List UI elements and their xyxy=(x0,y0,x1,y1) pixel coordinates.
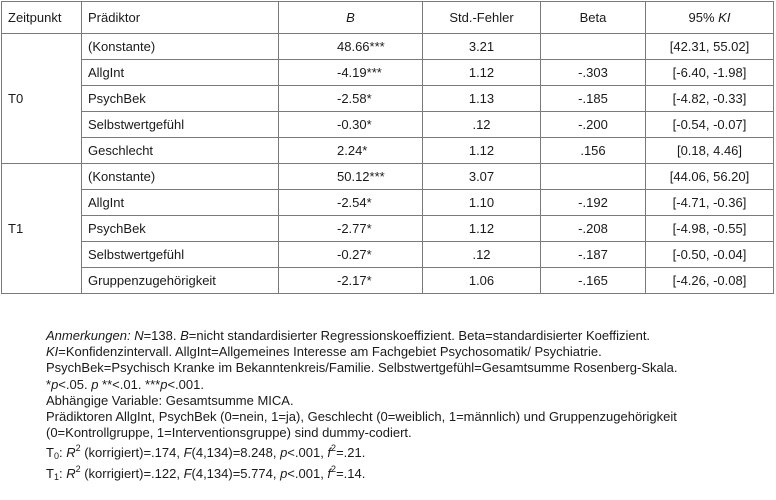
b-cell: -2.77* xyxy=(279,216,423,242)
stat-r-superscript: 2 xyxy=(75,463,81,474)
note-ki-text: =Konfidenzintervall. AllgInt=Allgemeines Interesse am Fachgebiet Psychosomatik/ Psychiatrie. xyxy=(58,344,602,360)
note-sig-t1: <.05. xyxy=(58,376,92,392)
b-cell: -0.30* xyxy=(279,112,423,138)
note-sig-t2: **<.01. *** xyxy=(98,376,161,392)
beta-cell: -.192 xyxy=(541,190,646,216)
stat-r-label: R xyxy=(66,465,76,481)
note-significance-line xyxy=(46,377,774,393)
ki-cell: [-4.26, -0.08] xyxy=(646,268,774,294)
praediktor-cell: (Konstante) xyxy=(82,164,279,190)
stat-p-label: p xyxy=(280,465,288,481)
regression-table xyxy=(1,1,774,294)
std-fehler-cell: 1.12 xyxy=(423,216,541,242)
std-fehler-cell: 1.06 xyxy=(423,268,541,294)
stat-f2-text: =.14. xyxy=(336,465,366,481)
std-fehler-cell: 1.12 xyxy=(423,138,541,164)
stat-p-text: <.001, xyxy=(287,445,328,461)
b-cell: 48.66*** xyxy=(279,34,423,60)
praediktor-cell: AllgInt xyxy=(82,190,279,216)
zeitpunkt-cell: T1 xyxy=(2,164,82,294)
note-anmerkungen-label: Anmerkungen: xyxy=(46,328,131,343)
note-line-3: PsychBek=Psychisch Kranke im Bekanntenkreis/Familie. Selbstwertgefühl=Gesamtsumme Rosenberg-Skala. xyxy=(46,360,678,376)
praediktor-cell: Gruppenzugehörigkeit xyxy=(82,268,279,294)
header-praediktor: Prädiktor xyxy=(82,2,279,34)
table-row xyxy=(2,190,774,216)
note-sig-p3: p xyxy=(160,376,168,392)
stat-f-text: (4,134)=5.774, xyxy=(191,465,281,481)
b-cell: -4.19*** xyxy=(279,60,423,86)
note-b-text: =nicht standardisierter Regressionskoeffizient. Beta=standardisierter Koeffizient. xyxy=(188,328,651,343)
table-row xyxy=(2,112,774,138)
std-fehler-cell: 3.21 xyxy=(423,34,541,60)
beta-cell: -.187 xyxy=(541,242,646,268)
table-row xyxy=(2,86,774,112)
std-fehler-cell: .12 xyxy=(423,242,541,268)
table-row xyxy=(2,34,774,60)
stat-f2-text: =.21. xyxy=(336,445,366,461)
b-cell: -2.58* xyxy=(279,86,423,112)
note-ki-label: KI xyxy=(46,344,59,360)
stat-f-label: F xyxy=(183,465,192,481)
std-fehler-cell: 1.12 xyxy=(423,60,541,86)
ki-cell: [-4.71, -0.36] xyxy=(646,190,774,216)
praediktor-cell: Geschlecht xyxy=(82,138,279,164)
header-b: B xyxy=(279,2,423,34)
note-line-2 xyxy=(46,344,774,360)
note-n-text: =138. xyxy=(143,328,181,343)
std-fehler-cell: 3.07 xyxy=(423,164,541,190)
note-dummy-coding: Prädiktoren AllgInt, PsychBek (0=nein, 1=ja), Geschlecht (0=weiblich, 1=männlich) und Gruppenzugehörigkeit (0=Kontrollgruppe, 1=Interventionsgruppe) sind dummy-codiert. xyxy=(46,409,677,441)
stat-r-superscript: 2 xyxy=(75,443,81,454)
model-fit-line xyxy=(46,445,774,461)
table-notes xyxy=(46,328,774,482)
ki-cell: [-6.40, -1.98] xyxy=(646,60,774,86)
stat-f2-label: f xyxy=(327,465,332,481)
ki-cell: [-0.54, -0.07] xyxy=(646,112,774,138)
praediktor-cell: PsychBek xyxy=(82,86,279,112)
model-fit-stats xyxy=(46,445,774,481)
beta-cell: -.165 xyxy=(541,268,646,294)
stat-time-label: T xyxy=(46,465,54,481)
note-dependent-variable: Abhängige Variable: Gesamtsumme MICA. xyxy=(46,392,294,408)
praediktor-cell: Selbstwertgefühl xyxy=(82,242,279,268)
b-cell: 2.24* xyxy=(279,138,423,164)
stat-time-subscript: 0 xyxy=(53,451,59,462)
table-row xyxy=(2,242,774,268)
stat-f2-label: f xyxy=(327,445,332,461)
stat-colon: : xyxy=(58,445,67,461)
header-konfidenzintervall xyxy=(646,2,774,34)
model-fit-line xyxy=(46,463,774,482)
note-n-label: N xyxy=(134,328,144,343)
stat-time-subscript: 1 xyxy=(53,471,59,482)
table-row xyxy=(2,138,774,164)
stat-f2-superscript: 2 xyxy=(331,463,337,474)
table-row xyxy=(2,164,774,190)
stat-r-label: R xyxy=(66,445,76,461)
beta-cell xyxy=(541,34,646,60)
header-beta: Beta xyxy=(541,2,646,34)
beta-cell: -.303 xyxy=(541,60,646,86)
stat-time-label: T xyxy=(46,445,54,461)
table-row xyxy=(2,60,774,86)
b-cell: -0.27* xyxy=(279,242,423,268)
stat-colon: : xyxy=(58,465,67,481)
header-std-fehler: Std.-Fehler xyxy=(423,2,541,34)
table-body xyxy=(2,34,774,294)
zeitpunkt-cell: T0 xyxy=(2,34,82,164)
stat-p-label: p xyxy=(280,445,288,461)
header-zeitpunkt: Zeitpunkt xyxy=(2,2,82,34)
note-line-1 xyxy=(46,328,774,344)
praediktor-cell: PsychBek xyxy=(82,216,279,242)
praediktor-cell: AllgInt xyxy=(82,60,279,86)
ki-cell: [42.31, 55.02] xyxy=(646,34,774,60)
table-header-row xyxy=(2,2,774,34)
ki-cell: [0.18, 4.46] xyxy=(646,138,774,164)
note-sig-t3: <.001. xyxy=(167,376,204,392)
ki-cell: [44.06, 56.20] xyxy=(646,164,774,190)
std-fehler-cell: 1.13 xyxy=(423,86,541,112)
ki-cell: [-0.50, -0.04] xyxy=(646,242,774,268)
stat-f2-superscript: 2 xyxy=(331,443,337,454)
note-sig-star: * xyxy=(46,376,52,392)
header-ki-italic: KI xyxy=(718,10,731,25)
b-cell: -2.17* xyxy=(279,268,423,294)
b-cell: 50.12*** xyxy=(279,164,423,190)
stat-p-text: <.001, xyxy=(287,465,328,481)
praediktor-cell: (Konstante) xyxy=(82,34,279,60)
praediktor-cell: Selbstwertgefühl xyxy=(82,112,279,138)
stat-r-text: (korrigiert)=.122, xyxy=(80,465,184,481)
ki-cell: [-4.98, -0.55] xyxy=(646,216,774,242)
b-cell: -2.54* xyxy=(279,190,423,216)
ki-cell: [-4.82, -0.33] xyxy=(646,86,774,112)
beta-cell xyxy=(541,164,646,190)
std-fehler-cell: .12 xyxy=(423,112,541,138)
header-ki-prefix: 95% xyxy=(688,10,719,25)
std-fehler-cell: 1.10 xyxy=(423,190,541,216)
table-row xyxy=(2,268,774,294)
beta-cell: -.185 xyxy=(541,86,646,112)
stat-f-text: (4,134)=8.248, xyxy=(191,445,281,461)
table-row xyxy=(2,216,774,242)
beta-cell: .156 xyxy=(541,138,646,164)
stat-r-text: (korrigiert)=.174, xyxy=(80,445,184,461)
stat-f-label: F xyxy=(183,445,192,461)
beta-cell: -.200 xyxy=(541,112,646,138)
note-sig-p1: p xyxy=(51,376,59,392)
beta-cell: -.208 xyxy=(541,216,646,242)
note-sig-p2: p xyxy=(91,376,99,392)
note-b-label: B xyxy=(180,328,189,343)
